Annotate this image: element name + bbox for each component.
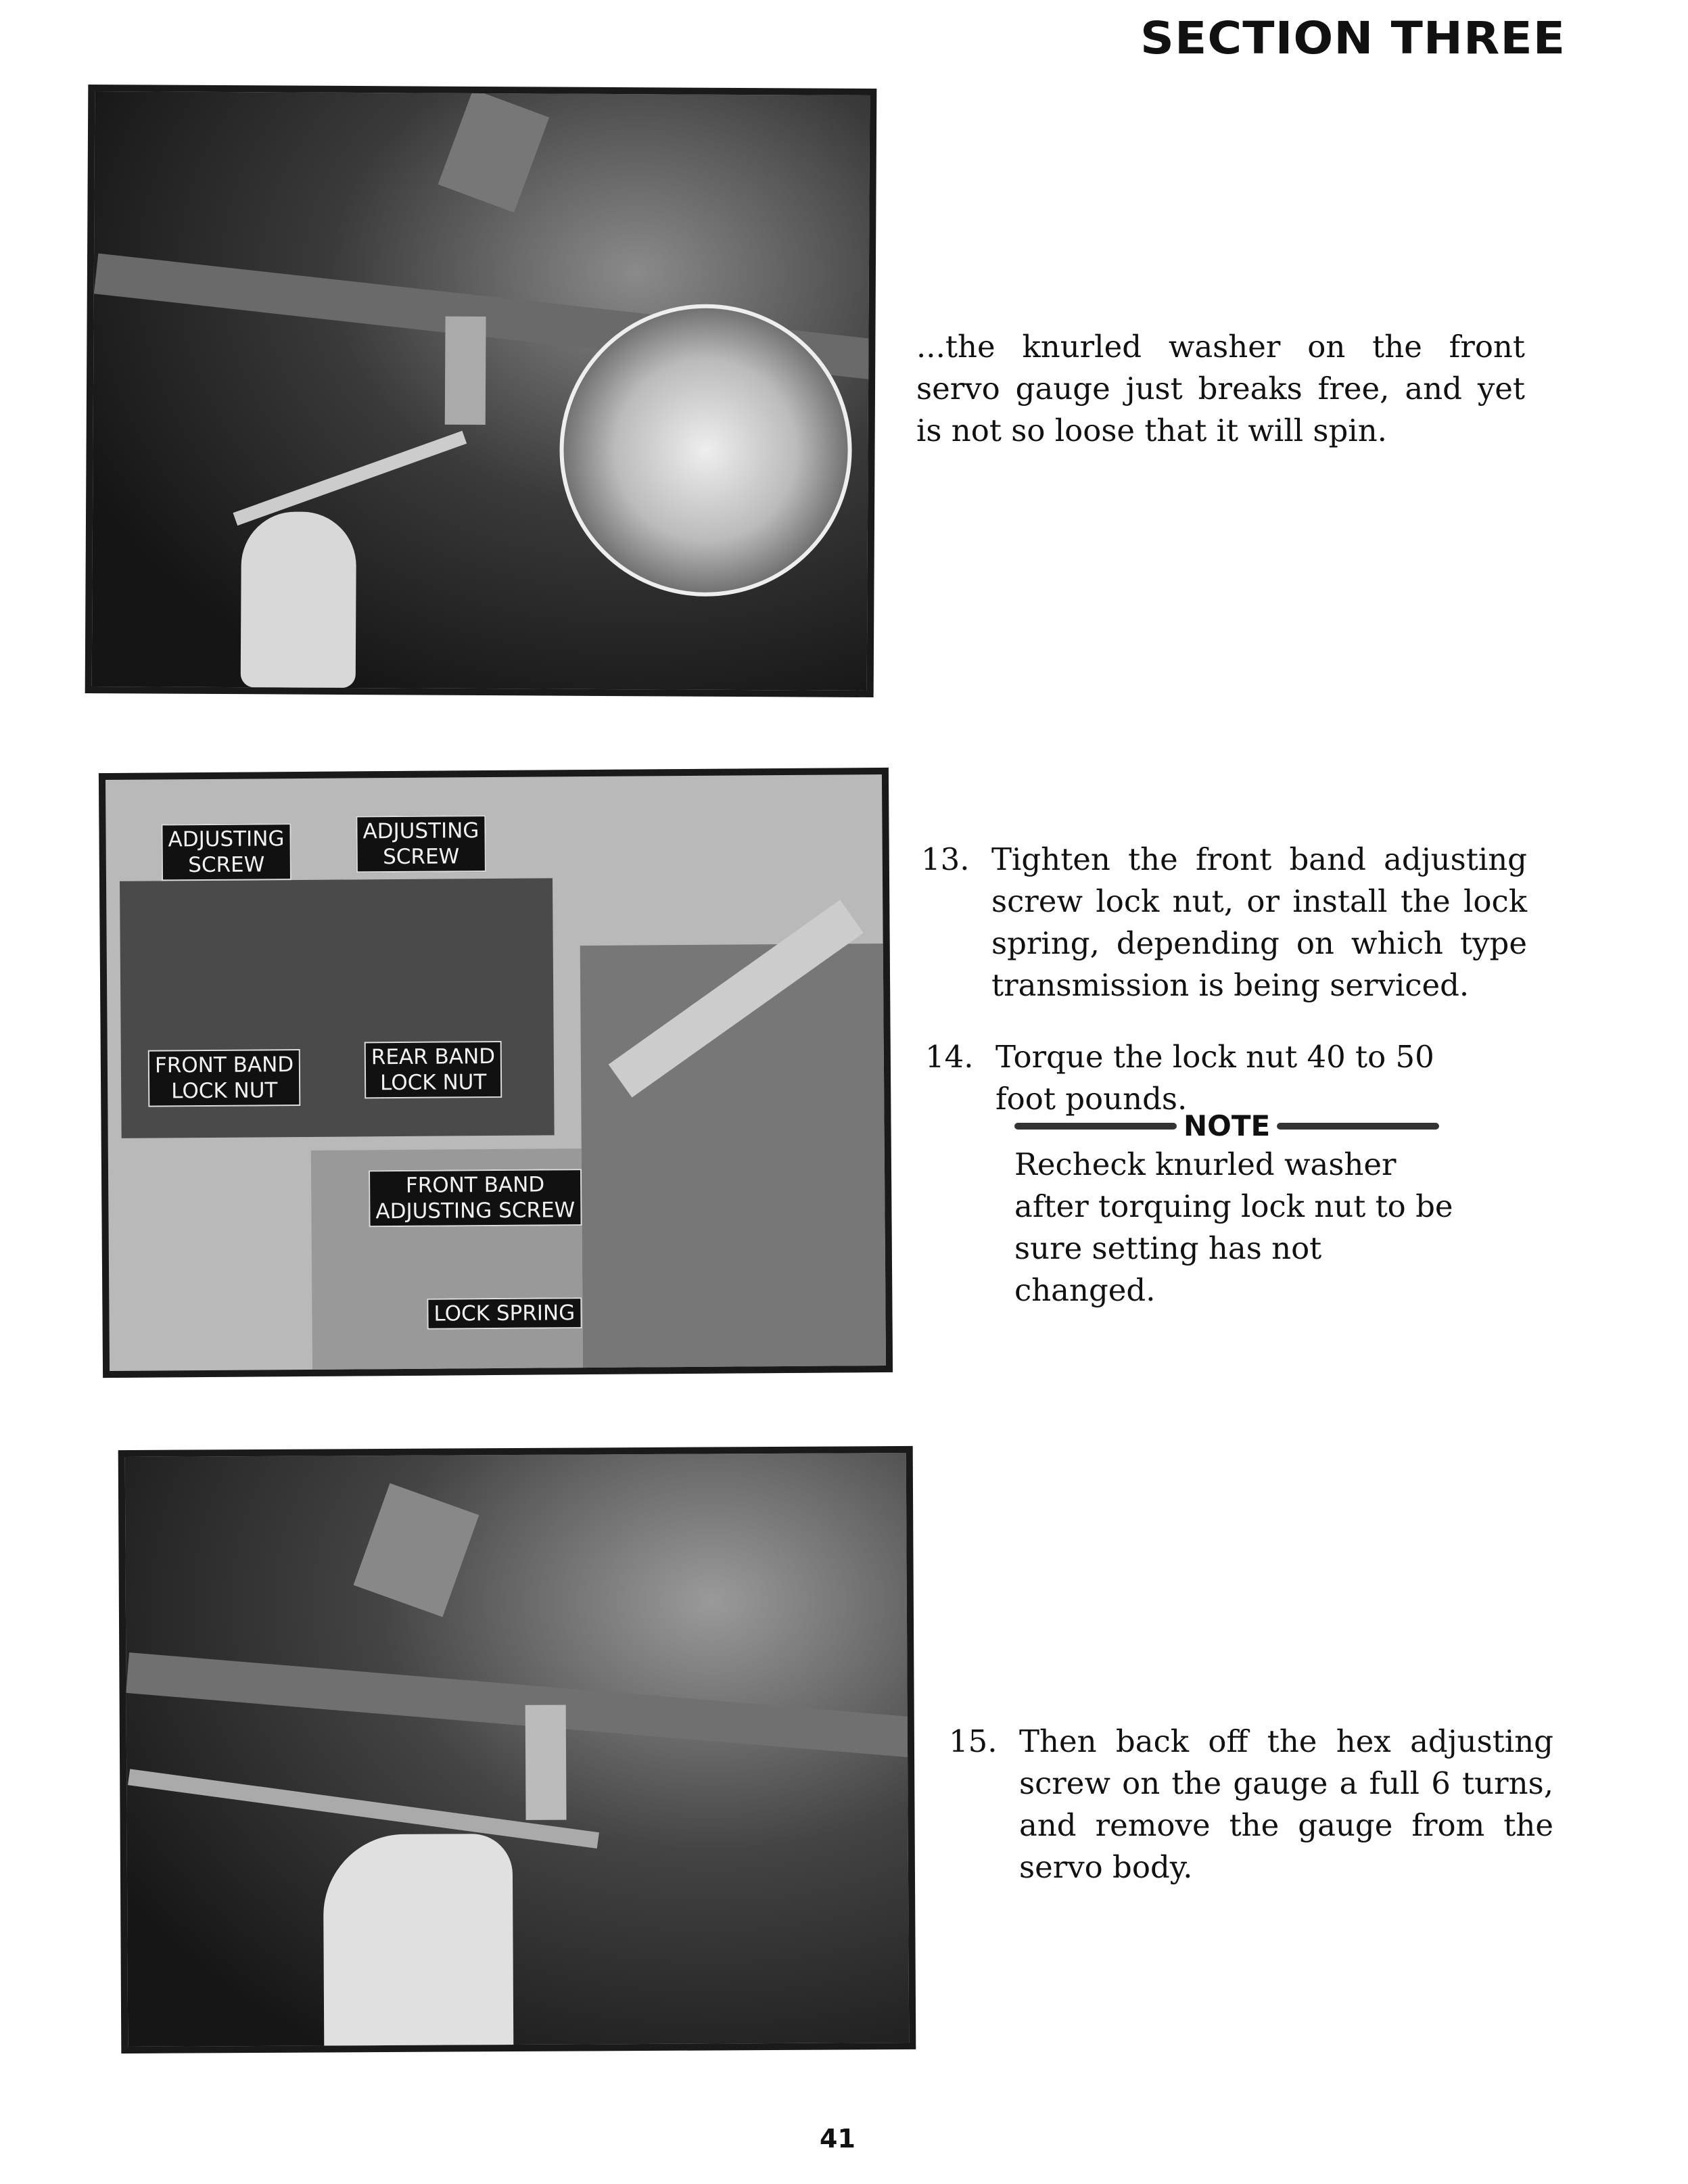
label-front-band-adjusting-screw: FRONT BAND ADJUSTING SCREW (369, 1169, 582, 1227)
step-number: 14. (925, 1039, 974, 1075)
page-number: 41 (820, 2124, 855, 2154)
photo-removing-gauge (118, 1446, 916, 2053)
label-front-band-lock-nut: FRONT BAND LOCK NUT (148, 1049, 301, 1107)
note-rule-left (1014, 1123, 1177, 1130)
step-text: Then back off the hex adjusting screw on the gauge a full 6 turns, and remove the gauge from the servo body. (1019, 1723, 1553, 1885)
step-text: Torque the lock nut 40 to 50 foot pounds. (995, 1039, 1434, 1117)
step-number: 15. (949, 1723, 998, 1759)
photo-servo-gauge-adjustment (85, 85, 877, 697)
label-lock-spring: LOCK SPRING (427, 1297, 582, 1330)
intro-paragraph: ...the knurled washer on the front servo gauge just breaks free, and yet is not so loose that it will spin. (916, 329, 1525, 448)
step-number: 13. (921, 841, 970, 877)
note-text: Recheck knurled washer after torquing lock nut to be sure setting has not changed. (1014, 1146, 1453, 1308)
label-adjusting-screw-right: ADJUSTING SCREW (356, 815, 486, 873)
label-rear-band-lock-nut: REAR BAND LOCK NUT (365, 1041, 502, 1098)
note-rule-right (1277, 1123, 1439, 1130)
step-text: Tighten the front band adjusting screw lock nut, or install the lock spring, depending on which type transmission is being serviced. (991, 841, 1527, 1003)
note-box (1014, 1109, 1461, 1311)
photo-band-adjusting-screws (99, 768, 893, 1378)
section-title: SECTION THREE (1140, 12, 1566, 64)
note-title: NOTE (1183, 1109, 1271, 1142)
label-adjusting-screw-left: ADJUSTING SCREW (161, 823, 291, 881)
